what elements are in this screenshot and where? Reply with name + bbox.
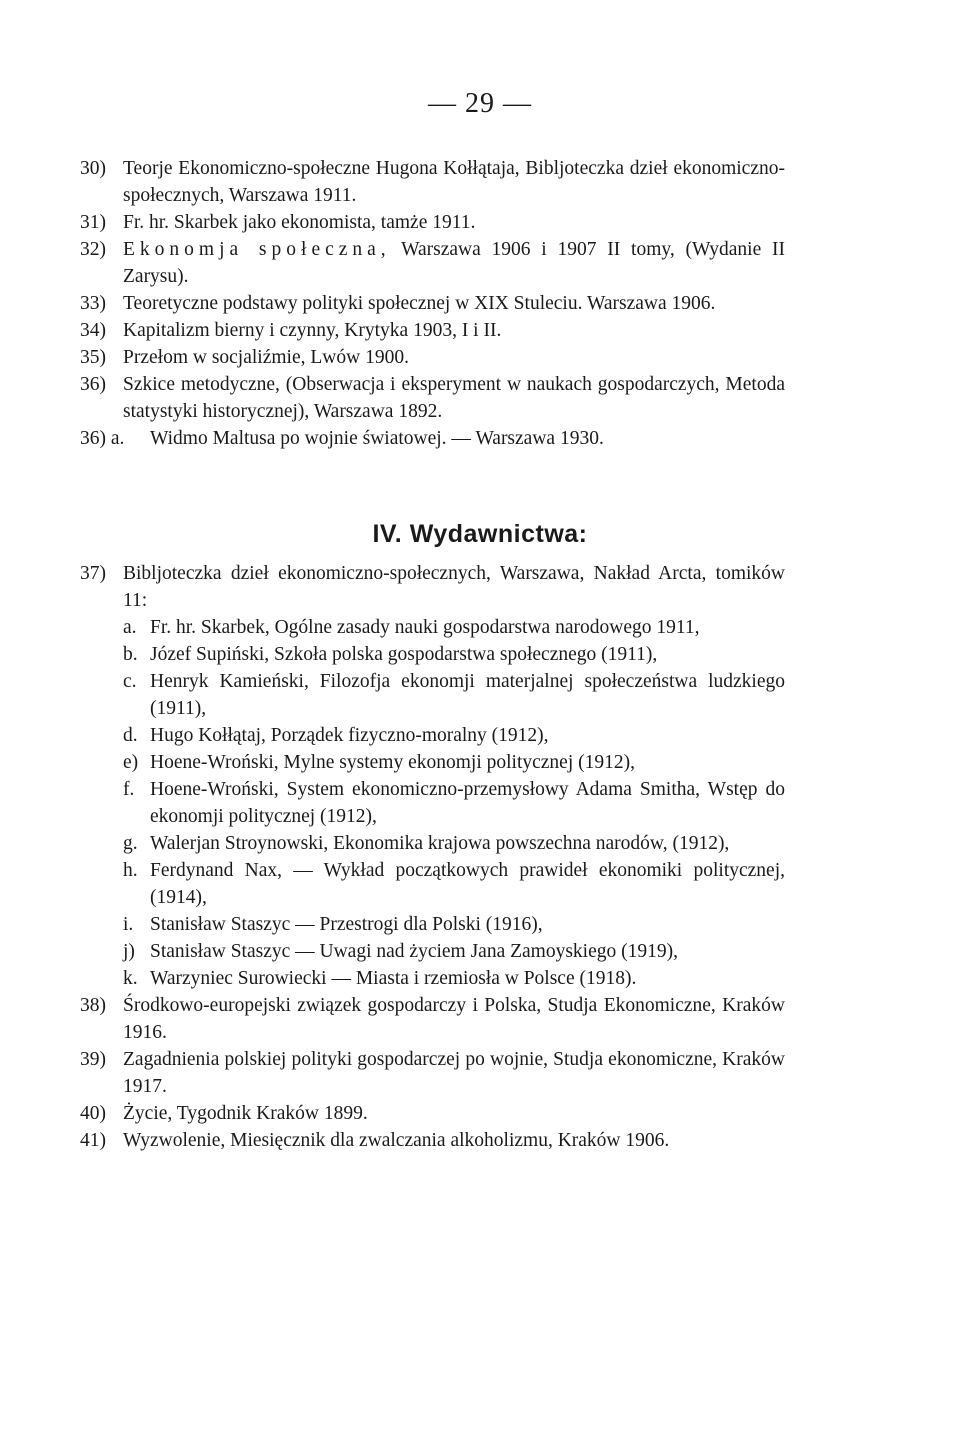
sub-list-item	[123, 911, 785, 938]
entry-number: 36)	[80, 374, 106, 395]
entry-text: Życie, Tygodnik Kraków 1899.	[123, 1103, 368, 1124]
entry-number: 37)	[80, 563, 106, 584]
entry-text: Środkowo-europejski związek gospodarczy i Polska, Studja Ekonomiczne, Kraków 1916.	[123, 995, 785, 1043]
list-item	[80, 155, 785, 209]
sub-item-text: Hoene-Wroński, Mylne systemy ekonomji politycznej (1912),	[150, 752, 635, 773]
sub-item-letter: e)	[123, 752, 139, 773]
entry-number: 32)	[80, 239, 106, 260]
entry-text: Bibljoteczka dzieł ekonomiczno-społecznych, Warszawa, Nakład Arcta, tomików 11:	[123, 563, 785, 611]
entry-title-spaced: Ekonomja społeczna,	[123, 239, 391, 260]
list-item	[80, 1127, 785, 1154]
sub-list-item	[123, 776, 785, 830]
sub-list-item	[123, 857, 785, 911]
list-item	[80, 1100, 785, 1127]
sub-list-item	[123, 614, 785, 641]
sub-item-letter: a.	[123, 617, 137, 638]
entry-number: 38)	[80, 995, 106, 1016]
entry-number: 40)	[80, 1103, 106, 1124]
sub-item-text: Hugo Kołłątaj, Porządek fizyczno-moralny (1912),	[150, 725, 549, 746]
entry-text: Kapitalizm bierny i czynny, Krytyka 1903, I i II.	[123, 320, 502, 341]
sub-item-letter: c.	[123, 671, 137, 692]
sub-item-letter: b.	[123, 644, 138, 665]
entry-number: 31)	[80, 212, 106, 233]
sub-list-item	[123, 938, 785, 965]
list-item	[80, 1046, 785, 1100]
entry-number: 39)	[80, 1049, 106, 1070]
sub-list-item	[123, 965, 785, 992]
sub-item-letter: h.	[123, 860, 138, 881]
bibliography-list-part1	[80, 155, 785, 452]
list-item	[80, 317, 785, 344]
list-item	[80, 236, 785, 290]
list-item	[80, 425, 785, 452]
sub-item-text: Stanisław Staszyc — Przestrogi dla Polski (1916),	[150, 914, 543, 935]
list-item	[80, 992, 785, 1046]
sub-item-letter: j)	[123, 941, 135, 962]
entry-text: Fr. hr. Skarbek jako ekonomista, tamże 1911.	[123, 212, 476, 233]
list-item	[80, 344, 785, 371]
entry-number: 34)	[80, 320, 106, 341]
entry-text: Warszawa 1906 i 1907 II tomy, (Wydanie II Zarysu).	[123, 239, 785, 287]
bibliography-list-part2	[80, 560, 785, 1154]
sub-item-text: Walerjan Stroynowski, Ekonomika krajowa powszechna narodów, (1912),	[150, 833, 730, 854]
list-item	[80, 209, 785, 236]
entry-text: Teoretyczne podstawy polityki społecznej w XIX Stuleciu. Warszawa 1906.	[123, 293, 716, 314]
sub-item-text: Stanisław Staszyc — Uwagi nad życiem Jana Zamoyskiego (1919),	[150, 941, 678, 962]
sub-list-item	[123, 722, 785, 749]
sub-item-letter: k.	[123, 968, 138, 989]
sub-list-item	[123, 749, 785, 776]
section-heading: IV. Wydawnictwa:	[372, 520, 588, 548]
sub-item-letter: i.	[123, 914, 134, 935]
sub-list-item	[123, 668, 785, 722]
sub-item-text: Józef Supiński, Szkoła polska gospodarstwa społecznego (1911),	[150, 644, 658, 665]
entry-text: Teorje Ekonomiczno-społeczne Hugona Kołłątaja, Bibljoteczka dzieł ekonomiczno-społecznych, Warszawa 1911.	[123, 158, 785, 206]
entry-text: Zagadnienia polskiej polityki gospodarczej po wojnie, Studja ekonomiczne, Kraków 1917.	[123, 1049, 785, 1097]
entry-number: 30)	[80, 158, 106, 179]
entry-text: Przełom w socjaliźmie, Lwów 1900.	[123, 347, 409, 368]
sub-item-letter: d.	[123, 725, 138, 746]
page-number: — 29 —	[428, 88, 532, 119]
sub-item-text: Hoene-Wroński, System ekonomiczno-przemysłowy Adama Smitha, Wstęp do ekonomji politycznej (1912),	[150, 779, 785, 827]
entry-text: Widmo Maltusa po wojnie światowej. — Warszawa 1930.	[150, 428, 604, 449]
sub-item-text: Warzyniec Surowiecki — Miasta i rzemiosła w Polsce (1918).	[150, 968, 637, 989]
entry-text: Wyzwolenie, Miesięcznik dla zwalczania alkoholizmu, Kraków 1906.	[123, 1130, 670, 1151]
sub-item-text: Fr. hr. Skarbek, Ogólne zasady nauki gospodarstwa narodowego 1911,	[150, 617, 700, 638]
entry-text: Szkice metodyczne, (Obserwacja i eksperyment w naukach gospodarczych, Metoda statystyki historycznej), Warszawa 1892.	[123, 374, 785, 422]
entry-number: 36) a.	[80, 428, 125, 449]
sub-list-item	[123, 830, 785, 857]
list-item	[80, 371, 785, 425]
sub-item-text: Ferdynand Nax, — Wykład początkowych prawideł ekonomiki politycznej, (1914),	[150, 860, 785, 908]
entry-number: 35)	[80, 347, 106, 368]
list-item	[80, 560, 785, 614]
sub-item-letter: g.	[123, 833, 138, 854]
sub-list-item	[123, 641, 785, 668]
entry-text-container	[123, 236, 785, 290]
sub-item-letter: f.	[123, 779, 135, 800]
list-item	[80, 290, 785, 317]
sub-item-text: Henryk Kamieński, Filozofja ekonomji materjalnej społeczeństwa ludzkiego (1911),	[150, 671, 785, 719]
entry-number: 41)	[80, 1130, 106, 1151]
entry-number: 33)	[80, 293, 106, 314]
